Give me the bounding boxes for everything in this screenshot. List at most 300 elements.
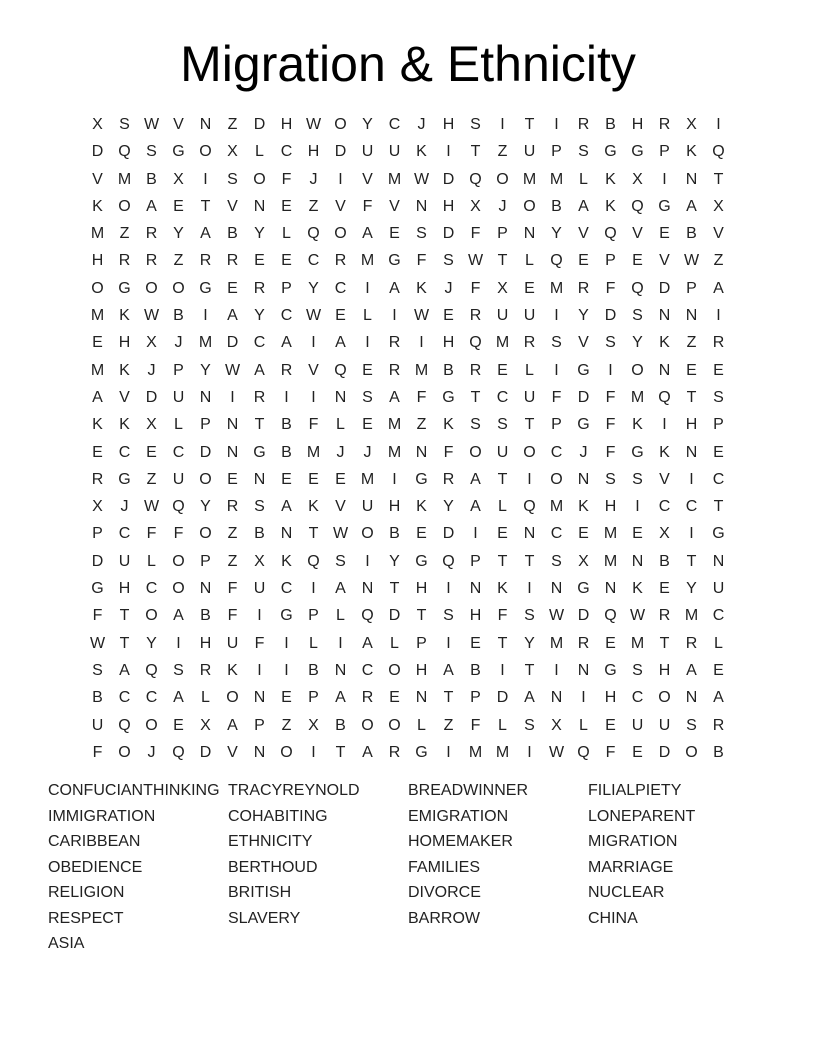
grid-letter: G (415, 470, 428, 488)
grid-letter: E (389, 689, 400, 707)
grid-letter: R (361, 689, 374, 707)
grid-letter: V (362, 170, 373, 188)
grid-letter: I (527, 470, 532, 488)
grid-letter: R (388, 743, 401, 761)
grid-letter: X (92, 116, 103, 133)
grid-letter: W (683, 252, 700, 270)
grid-letter: O (118, 743, 131, 761)
grid-letter: H (442, 334, 455, 352)
grid-letter: P (686, 279, 697, 297)
grid-letter: A (92, 388, 103, 406)
grid-letter: W (143, 116, 160, 133)
grid-letter: W (548, 743, 565, 761)
grid-letter: E (659, 580, 670, 598)
grid-letter: A (146, 197, 157, 215)
grid-letter: N (334, 388, 347, 406)
grid-letter: B (281, 416, 292, 434)
grid-letter: L (201, 689, 210, 707)
grid-letter: U (631, 716, 644, 734)
grid-letter: A (470, 470, 481, 488)
grid-letter: N (685, 443, 698, 461)
grid-letter: S (227, 170, 238, 188)
grid-letter: A (335, 334, 346, 352)
grid-letter: G (577, 580, 590, 598)
grid-letter: T (686, 552, 697, 570)
grid-letter: L (336, 607, 345, 625)
grid-letter: N (685, 689, 698, 707)
grid-letter: N (334, 661, 347, 679)
grid-letter: V (389, 197, 400, 215)
grid-letter: G (118, 279, 131, 297)
grid-letter: R (577, 279, 590, 297)
grid-letter: M (495, 334, 510, 352)
grid-letter: U (172, 388, 185, 406)
grid-letter: N (253, 743, 266, 761)
grid-letter: J (417, 116, 426, 133)
grid-letter: A (362, 225, 373, 243)
grid-letter: T (713, 170, 724, 188)
grid-letter: O (199, 470, 212, 488)
grid-letter: C (118, 689, 131, 707)
grid-letter: K (686, 143, 697, 161)
grid-letter: E (416, 525, 427, 543)
grid-letter: N (199, 388, 212, 406)
grid-letter: D (442, 225, 455, 243)
grid-letter: N (550, 689, 563, 707)
grid-letter: A (524, 689, 535, 707)
grid-letter: G (118, 470, 131, 488)
grid-letter: E (281, 470, 292, 488)
grid-letter: S (686, 716, 697, 734)
grid-letter: O (253, 170, 266, 188)
grid-letter: Y (443, 498, 454, 516)
grid-letter: B (227, 225, 238, 243)
grid-letter: P (605, 252, 616, 270)
grid-letter: B (200, 607, 211, 625)
grid-letter: B (551, 197, 562, 215)
grid-letter: F (605, 279, 616, 297)
grid-letter: N (280, 525, 293, 543)
grid-letter: S (713, 388, 724, 406)
grid-letter: Z (416, 416, 427, 434)
grid-letter: M (387, 170, 402, 188)
grid-letter: I (662, 170, 667, 188)
grid-letter: C (550, 525, 563, 543)
grid-letter: Y (551, 225, 562, 243)
grid-letter: C (712, 607, 725, 625)
grid-letter: M (630, 388, 645, 406)
grid-letter: T (470, 143, 481, 161)
grid-letter: E (578, 252, 589, 270)
grid-letter: M (117, 170, 132, 188)
grid-letter: H (118, 334, 131, 352)
grid-letter: E (173, 716, 184, 734)
grid-letter: X (470, 197, 481, 215)
grid-letter: D (658, 743, 671, 761)
grid-letter: O (226, 689, 239, 707)
grid-letter: L (147, 552, 156, 570)
grid-letter: J (498, 197, 507, 215)
grid-letter: R (226, 498, 239, 516)
grid-letter: A (686, 197, 697, 215)
grid-letter: I (311, 580, 316, 598)
grid-letter: O (523, 197, 536, 215)
grid-letter: N (550, 580, 563, 598)
grid-letter: K (308, 498, 319, 516)
grid-letter: E (227, 279, 238, 297)
word-list (48, 778, 808, 957)
grid-letter: D (91, 552, 104, 570)
grid-letter: O (334, 225, 347, 243)
grid-letter: I (689, 525, 694, 543)
grid-letter: C (280, 143, 293, 161)
grid-letter: K (659, 334, 670, 352)
grid-letter: H (388, 498, 401, 516)
grid-letter: D (253, 116, 266, 133)
word-list-item: COHABITING (228, 807, 328, 825)
grid-letter: B (92, 689, 103, 707)
grid-letter: D (199, 743, 212, 761)
grid-letter: I (689, 470, 694, 488)
grid-letter: N (712, 552, 725, 570)
word-list-item: CONFUCIANTHINKING (48, 782, 220, 799)
grid-letter: M (90, 225, 105, 243)
grid-letter: F (146, 525, 157, 543)
grid-letter: H (280, 116, 293, 133)
grid-letter: Q (334, 361, 347, 379)
grid-letter: G (91, 580, 104, 598)
grid-letter: T (686, 388, 697, 406)
grid-letter: L (390, 634, 399, 652)
grid-letter: A (335, 580, 346, 598)
grid-letter: N (523, 225, 536, 243)
grid-letter: S (362, 388, 373, 406)
grid-letter: O (172, 580, 185, 598)
grid-letter: U (361, 498, 374, 516)
word-list-item: CHINA (588, 909, 638, 927)
grid-letter: I (284, 388, 289, 406)
grid-letter: D (577, 607, 590, 625)
grid-letter: P (470, 689, 481, 707)
grid-letter: Y (254, 225, 265, 243)
grid-letter: G (442, 388, 455, 406)
grid-letter: Y (254, 307, 265, 325)
grid-letter: U (496, 443, 509, 461)
grid-letter: T (497, 252, 508, 270)
grid-letter: N (658, 361, 671, 379)
grid-letter: T (389, 580, 400, 598)
grid-letter: U (496, 307, 509, 325)
grid-letter: M (549, 279, 564, 297)
grid-letter: A (470, 498, 481, 516)
word-list-item: ASIA (48, 935, 85, 952)
grid-letter: E (146, 443, 157, 461)
grid-letter: E (335, 307, 346, 325)
grid-letter: J (147, 743, 156, 761)
grid-row (84, 166, 732, 193)
grid-letter: I (203, 307, 208, 325)
grid-row (84, 520, 732, 547)
grid-letter: J (147, 361, 156, 379)
grid-letter: I (365, 334, 370, 352)
grid-letter: Z (146, 470, 157, 488)
grid-letter: C (631, 689, 644, 707)
grid-letter: S (497, 416, 508, 434)
grid-letter: T (713, 498, 724, 516)
grid-letter: M (414, 361, 429, 379)
word-list-item: TRACYREYNOLD (228, 782, 360, 799)
grid-letter: O (388, 661, 401, 679)
grid-row (84, 739, 732, 766)
grid-letter: C (496, 388, 509, 406)
grid-letter: F (92, 607, 103, 625)
grid-letter: C (118, 525, 131, 543)
word-list-item: MARRIAGE (588, 858, 674, 876)
grid-letter: M (198, 334, 213, 352)
grid-letter: V (308, 361, 319, 379)
grid-letter: D (199, 443, 212, 461)
grid-letter: E (659, 225, 670, 243)
word-list-item: FILIALPIETY (588, 782, 682, 799)
grid-letter: K (92, 197, 103, 215)
grid-letter: K (632, 580, 643, 598)
grid-letter: N (199, 116, 212, 133)
grid-letter: G (604, 661, 617, 679)
grid-letter: F (551, 388, 562, 406)
grid-letter: F (605, 443, 616, 461)
grid-row (84, 247, 732, 274)
grid-letter: R (442, 470, 455, 488)
grid-letter: J (120, 498, 129, 516)
grid-letter: I (365, 279, 370, 297)
grid-letter: I (230, 388, 235, 406)
grid-letter: G (415, 552, 428, 570)
grid-letter: X (713, 197, 724, 215)
grid-letter: Z (119, 225, 130, 243)
grid-letter: O (388, 716, 401, 734)
grid-letter: Y (362, 116, 373, 133)
grid-letter: N (253, 197, 266, 215)
grid-letter: E (605, 634, 616, 652)
grid-letter: B (605, 116, 616, 133)
grid-letter: L (309, 634, 318, 652)
grid-letter: R (577, 116, 590, 133)
grid-letter: E (254, 252, 265, 270)
grid-letter: E (227, 470, 238, 488)
grid-letter: I (554, 307, 559, 325)
grid-letter: F (497, 607, 508, 625)
puzzle-title: Migration & Ethnicity (180, 36, 636, 92)
grid-letter: T (497, 552, 508, 570)
grid-letter: M (468, 743, 483, 761)
grid-letter: L (282, 225, 291, 243)
grid-letter: G (280, 607, 293, 625)
grid-letter: Y (173, 225, 184, 243)
grid-row (84, 684, 732, 711)
grid-letter: Z (227, 552, 238, 570)
grid-letter: O (361, 525, 374, 543)
grid-letter: N (577, 661, 590, 679)
grid-letter: L (714, 634, 723, 652)
grid-letter: J (309, 170, 318, 188)
grid-letter: K (605, 197, 616, 215)
grid-letter: A (227, 307, 238, 325)
grid-letter: P (200, 416, 211, 434)
grid-letter: U (388, 143, 401, 161)
grid-letter: V (632, 225, 643, 243)
grid-letter: E (632, 525, 643, 543)
grid-letter: Q (361, 607, 374, 625)
grid-row (84, 466, 732, 493)
grid-letter: T (470, 388, 481, 406)
grid-letter: C (334, 279, 347, 297)
grid-letter: P (173, 361, 184, 379)
grid-letter: Y (308, 279, 319, 297)
grid-letter: B (659, 552, 670, 570)
grid-letter: I (284, 661, 289, 679)
grid-letter: N (658, 307, 671, 325)
grid-letter: V (173, 116, 184, 133)
grid-letter: E (497, 361, 508, 379)
grid-letter: I (338, 170, 343, 188)
grid-letter: U (253, 580, 266, 598)
grid-letter: U (712, 580, 725, 598)
grid-letter: B (686, 225, 697, 243)
grid-letter: C (658, 498, 671, 516)
grid-letter: K (119, 416, 130, 434)
grid-letter: F (227, 580, 238, 598)
grid-letter: A (389, 279, 400, 297)
grid-letter: M (522, 170, 537, 188)
grid-letter: C (712, 470, 725, 488)
grid-letter: Z (227, 116, 238, 133)
grid-letter: H (658, 661, 671, 679)
grid-letter: P (551, 416, 562, 434)
grid-letter: A (443, 661, 454, 679)
grid-letter: X (146, 334, 157, 352)
grid-letter: Q (577, 743, 590, 761)
grid-letter: P (470, 552, 481, 570)
grid-letter: X (173, 170, 184, 188)
grid-letter: B (308, 661, 319, 679)
grid-letter: G (658, 197, 671, 215)
grid-letter: Q (469, 334, 482, 352)
grid-letter: I (581, 689, 586, 707)
grid-letter: O (658, 689, 671, 707)
grid-letter: N (685, 307, 698, 325)
grid-letter: C (280, 307, 293, 325)
grid-letter: C (550, 443, 563, 461)
grid-letter: I (500, 116, 505, 133)
grid-letter: S (92, 661, 103, 679)
grid-letter: E (308, 470, 319, 488)
grid-letter: C (118, 443, 131, 461)
grid-letter: M (603, 525, 618, 543)
grid-letter: G (388, 252, 401, 270)
grid-letter: F (470, 225, 481, 243)
grid-letter: A (713, 689, 724, 707)
grid-letter: U (361, 143, 374, 161)
grid-letter: R (577, 634, 590, 652)
grid-letter: K (281, 552, 292, 570)
grid-letter: S (416, 225, 427, 243)
grid-letter: R (145, 252, 158, 270)
grid-letter: N (226, 443, 239, 461)
grid-letter: K (416, 279, 427, 297)
word-list-item: HOMEMAKER (408, 833, 513, 850)
grid-letter: I (311, 334, 316, 352)
grid-letter: R (523, 334, 536, 352)
grid-letter: A (362, 634, 373, 652)
word-list-item: MIGRATION (588, 833, 678, 850)
grid-letter: S (470, 416, 481, 434)
grid-letter: T (524, 416, 535, 434)
grid-letter: F (281, 170, 292, 188)
grid-letter: O (145, 716, 158, 734)
grid-letter: O (172, 552, 185, 570)
grid-letter: J (579, 443, 588, 461)
grid-letter: Q (307, 552, 320, 570)
grid-letter: U (91, 716, 104, 734)
grid-letter: F (173, 525, 184, 543)
grid-letter: H (307, 143, 320, 161)
word-list-item: LONEPARENT (588, 807, 696, 825)
grid-letter: Y (389, 552, 400, 570)
grid-letter: V (227, 197, 238, 215)
grid-letter: P (254, 716, 265, 734)
grid-letter: D (658, 279, 671, 297)
grid-letter: H (631, 116, 644, 133)
grid-letter: N (604, 580, 617, 598)
grid-letter: T (254, 416, 265, 434)
grid-row (84, 548, 732, 575)
grid-letter: Q (172, 498, 185, 516)
grid-letter: F (92, 743, 103, 761)
grid-letter: V (713, 225, 724, 243)
grid-letter: V (335, 498, 346, 516)
grid-letter: I (635, 498, 640, 516)
grid-letter: G (577, 361, 590, 379)
grid-letter: R (712, 716, 725, 734)
grid-letter: X (146, 416, 157, 434)
grid-row (84, 411, 732, 438)
grid-letter: I (446, 580, 451, 598)
grid-letter: D (442, 170, 455, 188)
grid-letter: R (199, 661, 212, 679)
grid-letter: B (281, 443, 292, 461)
grid-letter: C (685, 498, 698, 516)
grid-letter: G (604, 143, 617, 161)
grid-letter: T (524, 661, 535, 679)
grid-letter: X (551, 716, 562, 734)
grid-letter: I (284, 634, 289, 652)
grid-letter: R (280, 361, 293, 379)
grid-letter: A (713, 279, 724, 297)
grid-letter: X (254, 552, 265, 570)
grid-letter: S (173, 661, 184, 679)
grid-letter: A (362, 743, 373, 761)
grid-letter: C (145, 689, 158, 707)
grid-letter: M (549, 170, 564, 188)
grid-letter: Y (146, 634, 157, 652)
grid-letter: I (716, 307, 721, 325)
grid-letter: W (143, 498, 160, 516)
word-list-item: OBEDIENCE (48, 858, 143, 876)
grid-letter: W (467, 252, 484, 270)
grid-letter: S (551, 334, 562, 352)
grid-letter: L (579, 170, 588, 188)
grid-letter: H (415, 661, 428, 679)
